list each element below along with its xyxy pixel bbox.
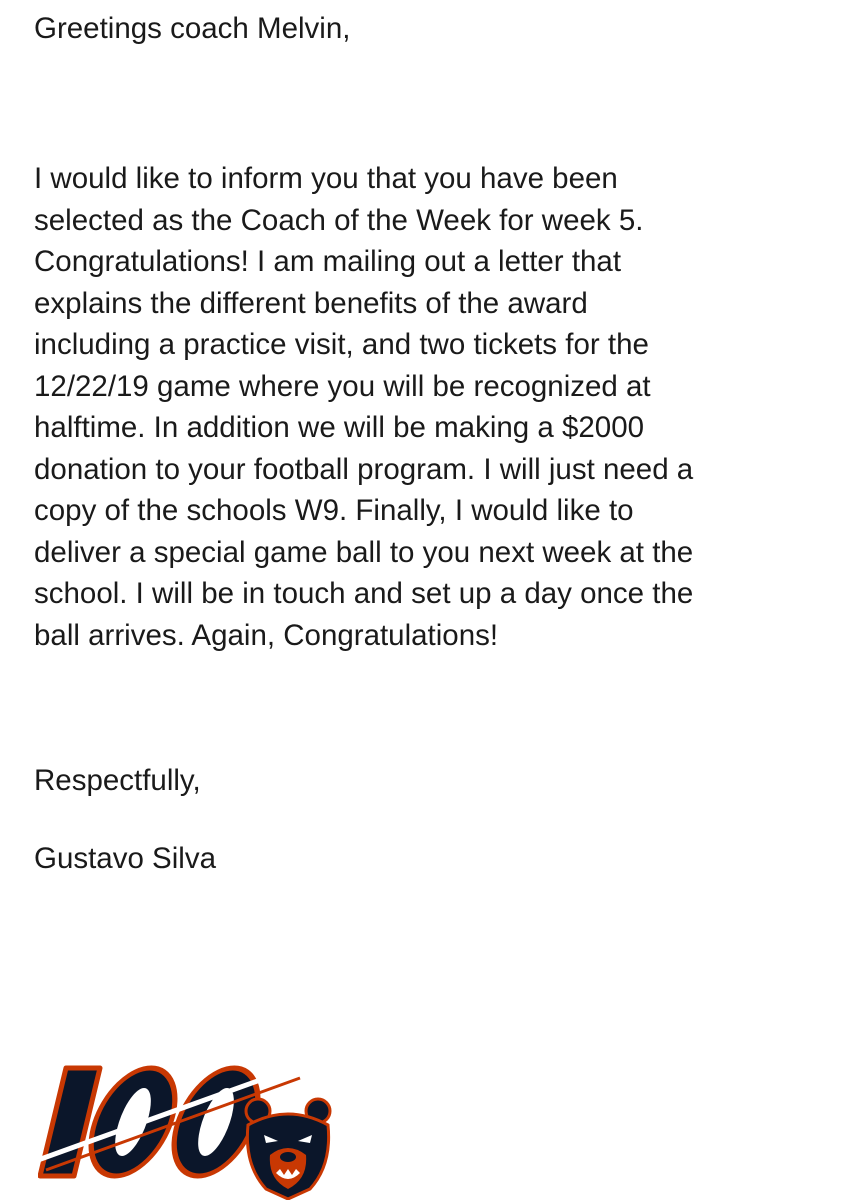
email-body [34, 8, 834, 875]
email-greeting: Greetings coach Melvin, [34, 12, 351, 45]
email-signature: Gustavo Silva [34, 842, 216, 875]
paragraph-line: deliver a special game ball to you next week at the [34, 535, 694, 569]
paragraph-line: I would like to inform you that you have been [34, 162, 618, 195]
paragraph-line: donation to your football program. I will just need a [34, 452, 694, 486]
paragraph-line: halftime. In addition we will be making a $2000 [34, 411, 645, 444]
paragraph-line: including a practice visit, and two tickets for the [34, 328, 649, 361]
bear-head-icon [246, 1099, 330, 1199]
paragraph-line: school. I will be in touch and set up a day once the [34, 577, 694, 610]
paragraph-line: Congratulations! I am mailing out a letter that [34, 245, 622, 278]
paragraph-line: ball arrives. Again, Congratulations! [34, 618, 499, 652]
paragraph-line: explains the different benefits of the award [34, 286, 588, 320]
bears-100-logo [38, 1050, 338, 1200]
email-paragraph [34, 158, 693, 656]
paragraph-line: copy of the schools W9. Finally, I would like to [34, 494, 634, 527]
email-closing: Respectfully, [34, 764, 201, 797]
paragraph-line: 12/22/19 game where you will be recognized at [34, 369, 651, 403]
paragraph-line: selected as the Coach of the Week for week 5. [34, 203, 644, 237]
